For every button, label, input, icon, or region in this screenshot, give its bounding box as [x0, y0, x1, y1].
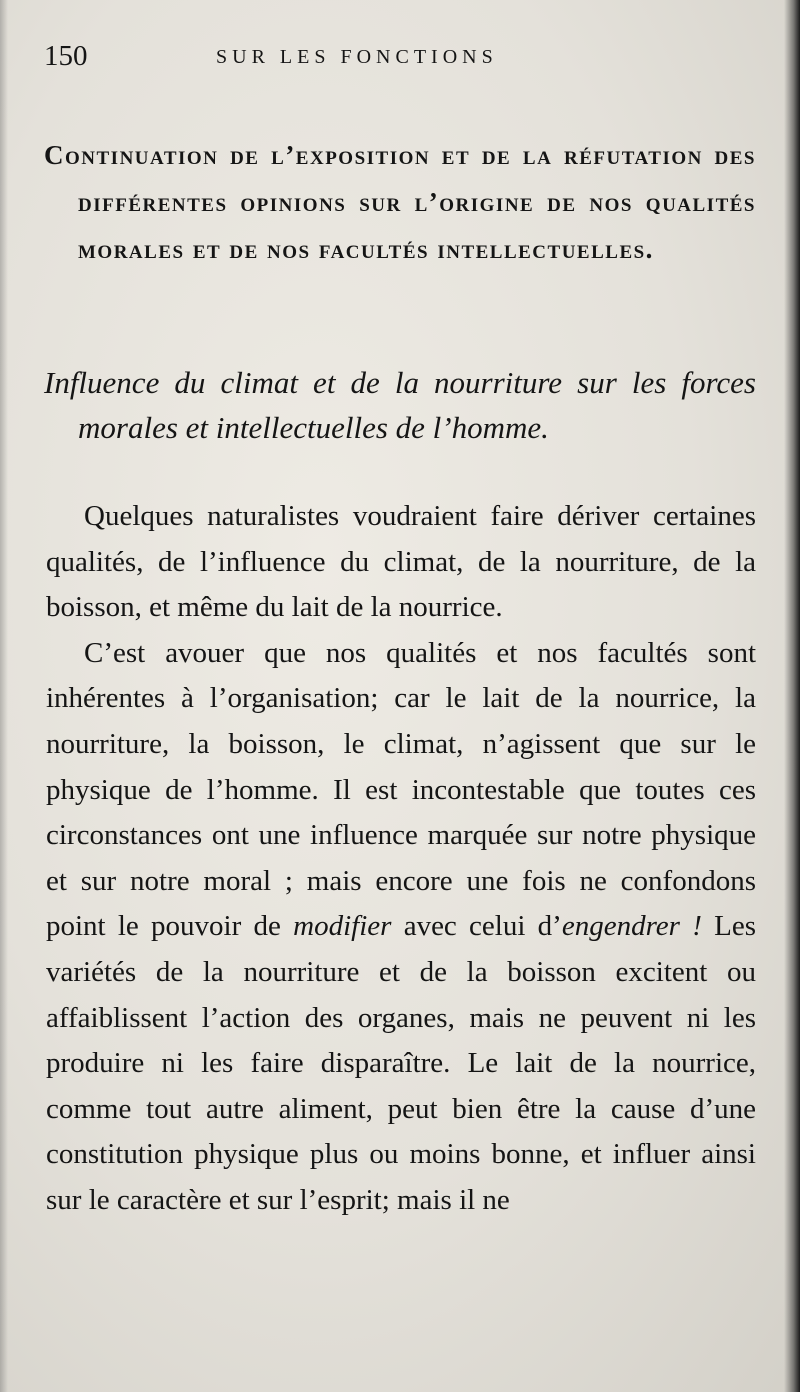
running-head — [44, 40, 756, 80]
page-number: 150 — [44, 40, 88, 72]
paragraph-1: Quelques naturalistes voudraient faire dériver certaines qualités, de l’influence du climat, de la nourriture, de la boisson, et même du lait de la nourrice. — [46, 500, 756, 624]
body-text — [46, 494, 756, 1224]
emphasis-modifier: modifier — [293, 910, 392, 943]
emphasis-engendrer: engendrer ! — [561, 910, 702, 943]
paragraph-2-text-a: C’est avouer que nos qualités et nos facultés sont inhérentes à l’organisation; car le lait de la nourrice, la nourriture, la boisson, le climat, n’agissent que sur le physique de l’homme. Il est incontestable que toutes ces circonstances ont une influence marquée sur notre physique et sur notre moral ; mais encore une fois ne confondons point le pouvoir de — [46, 636, 756, 943]
chapter-heading: Continuation de l’exposition et de la réfutation des différentes opinions sur l’origine de nos qualités morales et de nos facultés intellectuelles. — [44, 140, 756, 264]
section-title: Influence du climat et de la nourriture sur les forces morales et intellectuelles de l’homme. — [44, 365, 756, 445]
paragraph-2-text-b: avec celui d’ — [391, 910, 562, 943]
page-edge-shadow — [784, 0, 800, 1392]
page-gutter-shadow — [0, 0, 8, 1392]
paragraph-2 — [46, 631, 756, 1224]
paragraph-2-text-c: Les variétés de la nourriture et de la boisson excitent ou affaiblissent l’action des organes, mais ne peuvent ni les produire ni les faire disparaître. Le lait de la nourrice, comme tout autre aliment, peut bien être la cause d’une constitution physique plus ou moins bonne, et influer ainsi sur le caractère et sur l’esprit; mais il ne — [46, 910, 756, 1216]
running-title: SUR LES FONCTIONS — [216, 46, 498, 68]
